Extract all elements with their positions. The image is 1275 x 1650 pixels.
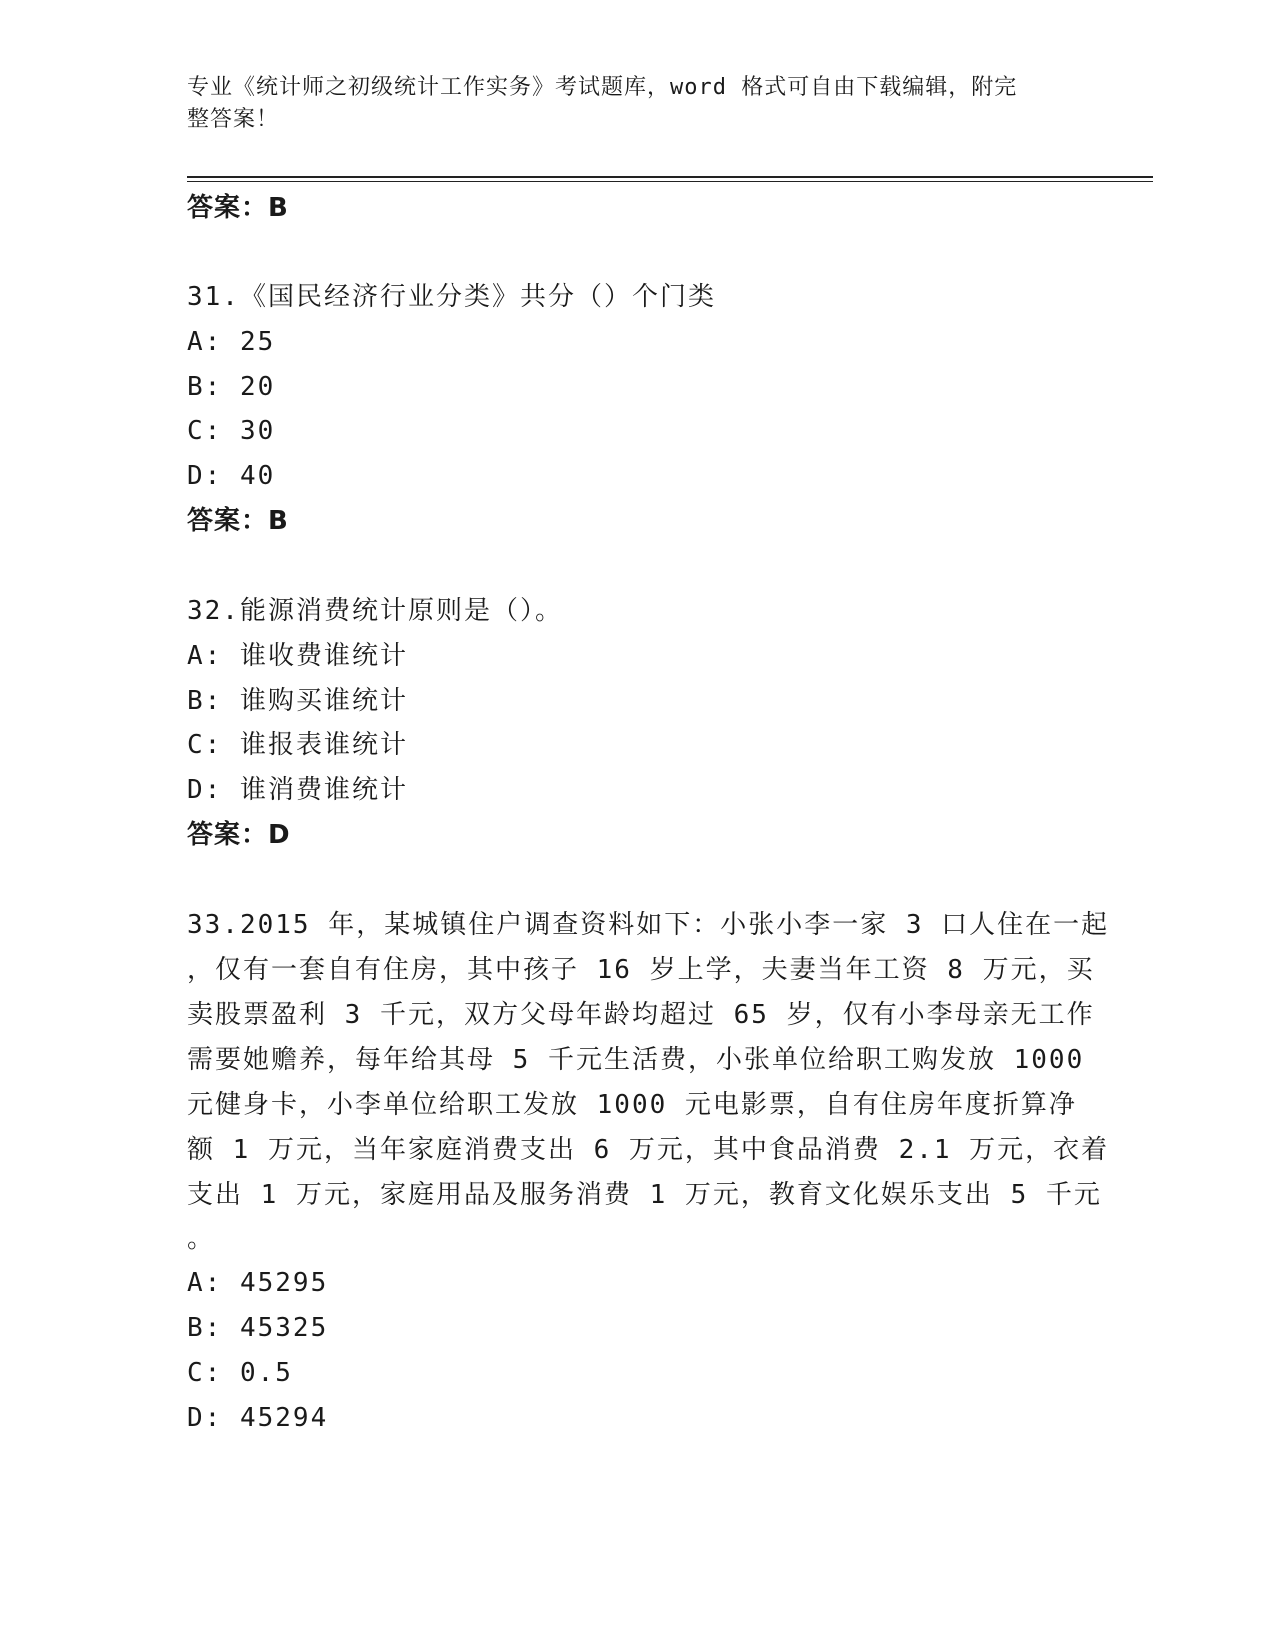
question-33-line-8: 。: [187, 1224, 216, 1254]
question-33-option-a: A: 45295: [187, 1268, 329, 1298]
question-33-option-b: B: 45325: [187, 1313, 329, 1343]
question-32-option-c: C: 谁报表谁统计: [187, 730, 408, 760]
question-33-option-d: D: 45294: [187, 1403, 329, 1433]
header-line-1: 专业《统计师之初级统计工作实务》考试题库，word 格式可自由下载编辑，附完: [187, 75, 1018, 100]
previous-answer: 答案：B: [187, 193, 289, 223]
question-33-option-c: C: 0.5: [187, 1358, 293, 1388]
question-33-line-6: 额 1 万元，当年家庭消费支出 6 万元，其中食品消费 2.1 万元，衣着: [187, 1135, 1110, 1165]
question-33-line-3: 卖股票盈利 3 千元，双方父母年龄均超过 65 岁，仅有小李母亲无工作: [187, 1000, 1095, 1030]
question-33-line-2: ，仅有一套自有住房，其中孩子 16 岁上学，夫妻当年工资 8 万元，买: [187, 955, 1095, 985]
question-31-option-b: B: 20: [187, 372, 276, 402]
question-33-line-7: 支出 1 万元，家庭用品及服务消费 1 万元，教育文化娱乐支出 5 千元: [187, 1180, 1102, 1210]
question-33-line-1: 33.2015 年，某城镇住户调查资料如下：小张小李一家 3 口人住在一起: [187, 910, 1110, 940]
question-31-option-d: D: 40: [187, 461, 276, 491]
header-line-2: 整答案！: [187, 107, 280, 132]
question-32-option-b: B: 谁购买谁统计: [187, 686, 408, 716]
document-header: [187, 72, 1087, 136]
question-32-answer: 答案：D: [187, 820, 291, 850]
question-32-option-d: D: 谁消费谁统计: [187, 775, 408, 805]
question-33-line-4: 需要她赡养，每年给其母 5 千元生活费，小张单位给职工购发放 1000: [187, 1045, 1085, 1075]
question-33-line-5: 元健身卡，小李单位给职工发放 1000 元电影票，自有住房年度折算净: [187, 1090, 1077, 1120]
question-31-answer: 答案：B: [187, 506, 289, 536]
question-31-option-c: C: 30: [187, 416, 276, 446]
question-32-option-a: A: 谁收费谁统计: [187, 641, 408, 671]
header-divider-thin: [187, 181, 1153, 182]
question-32-text: 32.能源消费统计原则是（）。: [187, 596, 563, 626]
question-31-option-a: A: 25: [187, 327, 276, 357]
header-divider-thick: [187, 176, 1153, 178]
question-31-text: 31.《国民经济行业分类》共分（）个门类: [187, 282, 716, 312]
